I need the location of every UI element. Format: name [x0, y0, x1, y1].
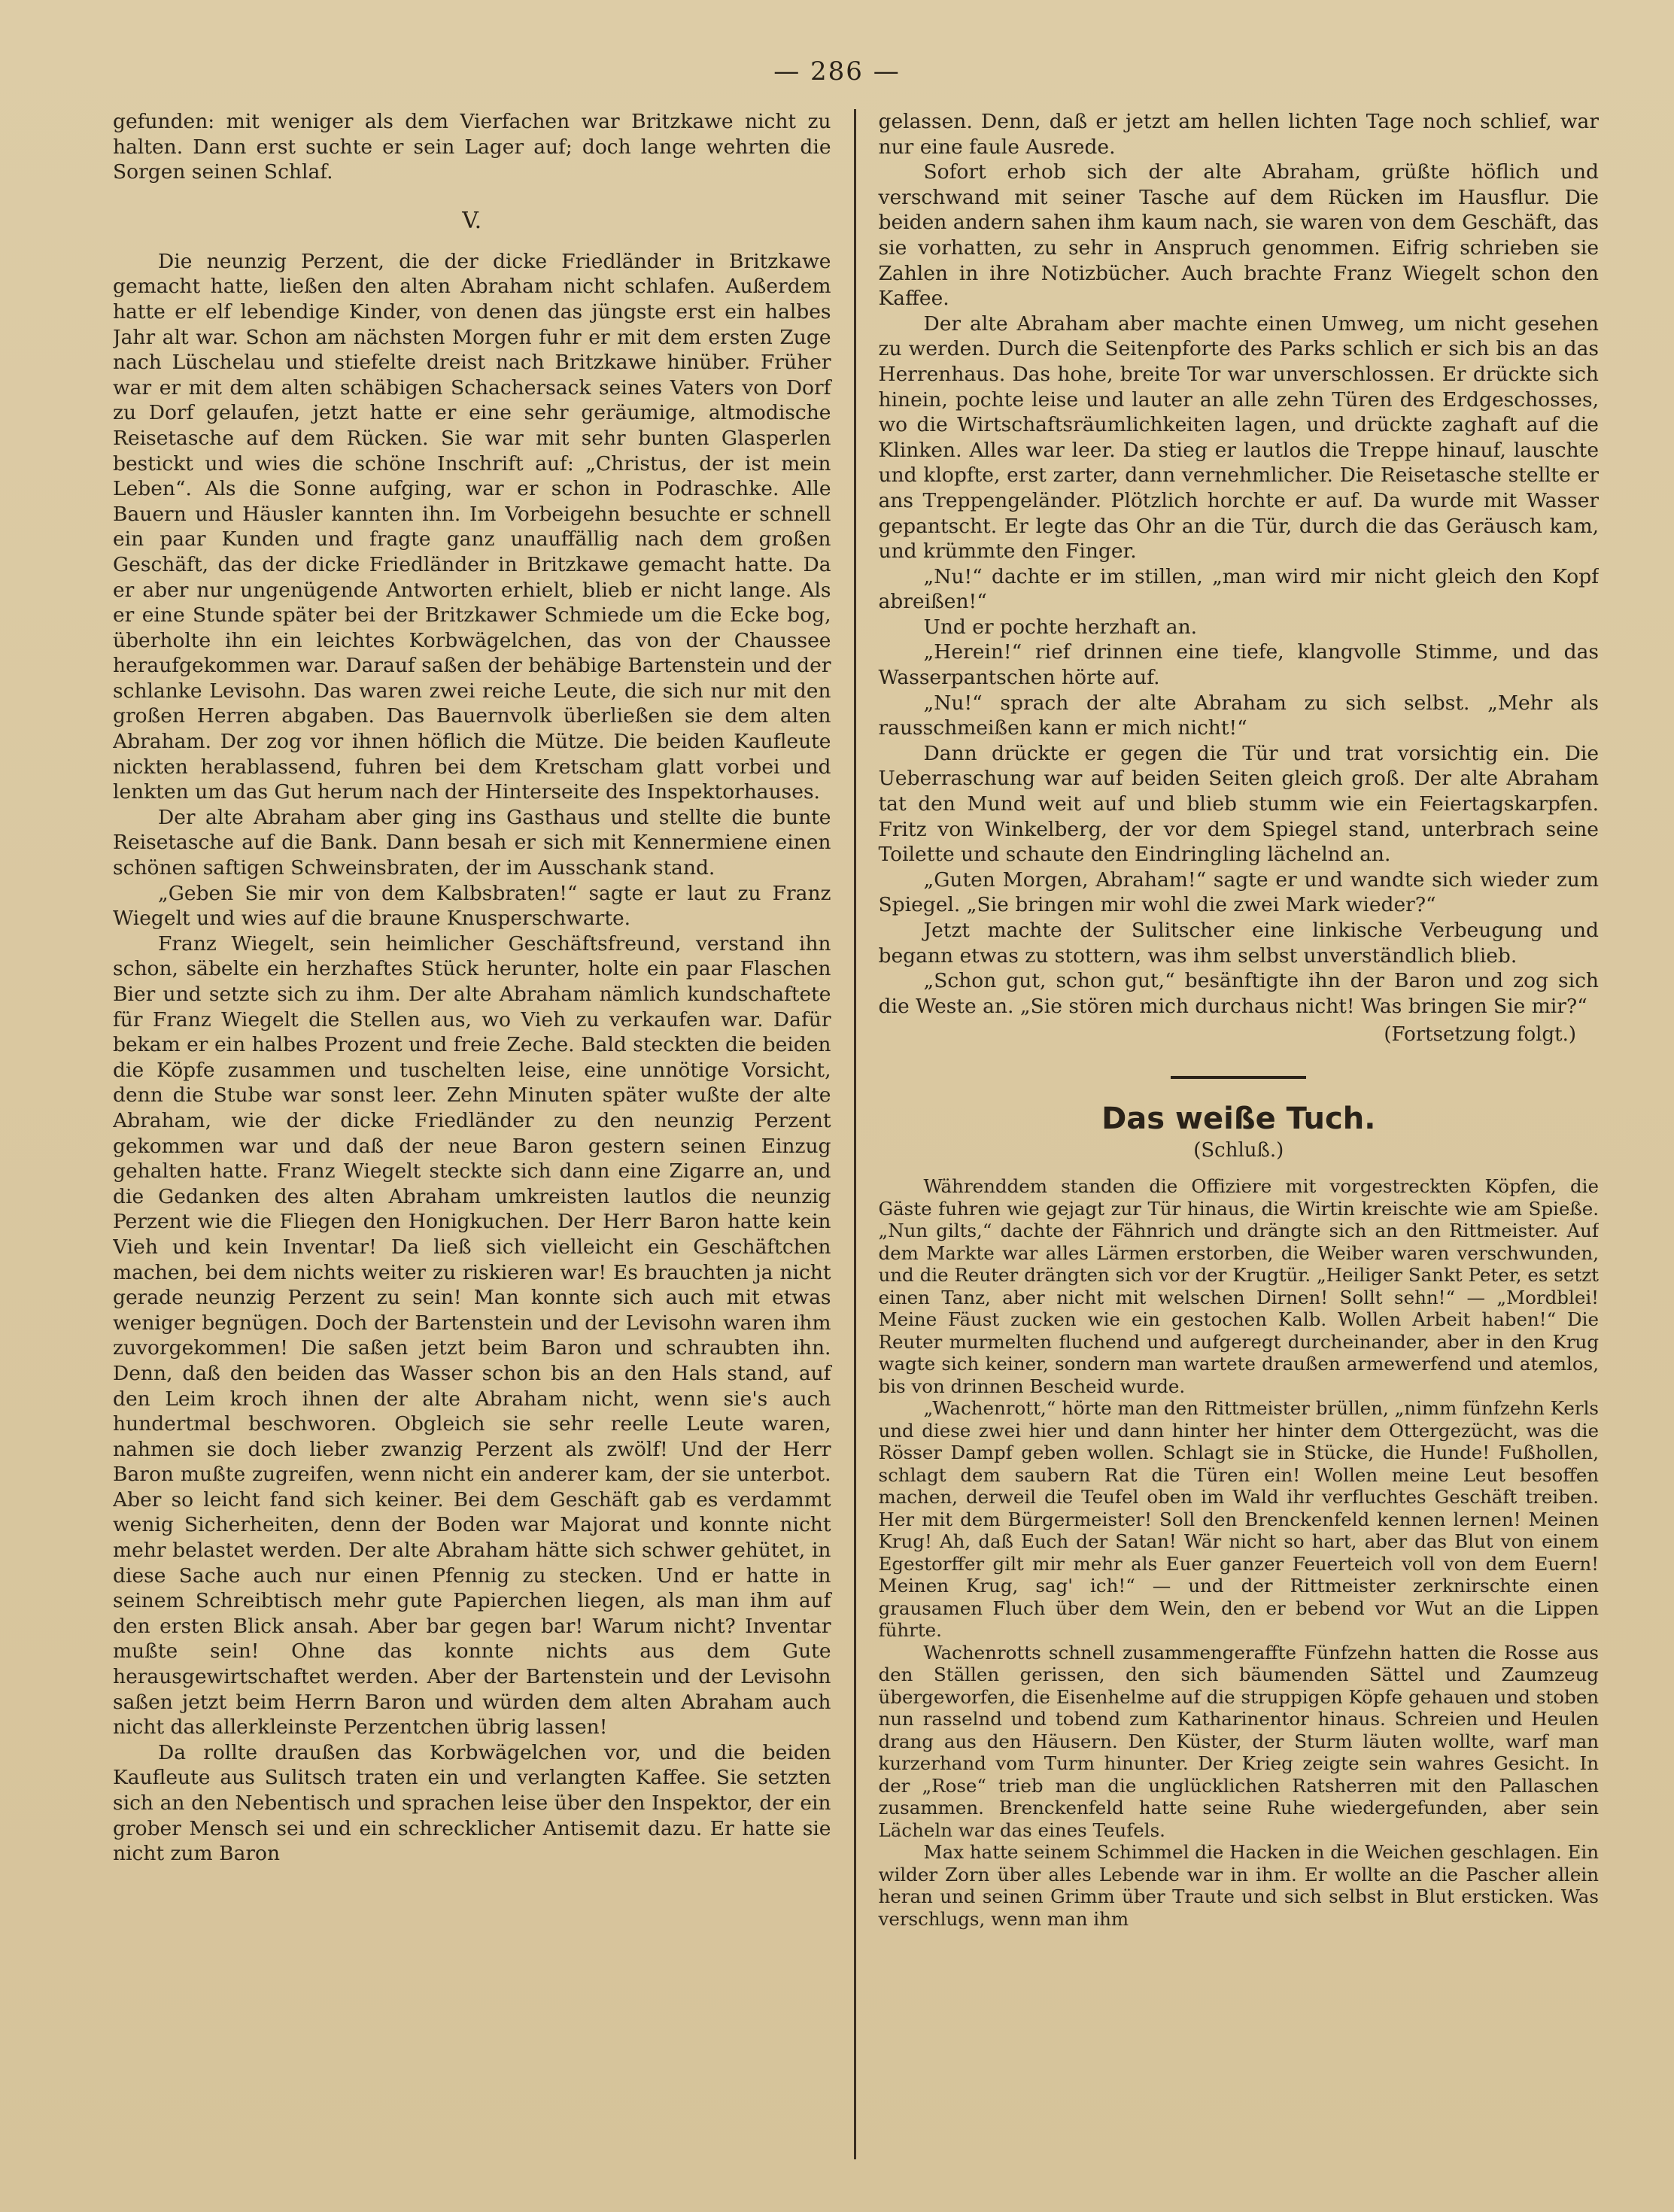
paragraph: Die neunzig Perzent, die der dicke Friedländer in Britzkawe gemacht hatte, ließen den alten Abraham nicht schlafen. Außerdem hatte er elf lebendige Kinder, von denen das jüngste erst ein halbes Jahr alt war. Schon am nächsten Morgen fuhr er mit dem ersten Zuge nach Lüschelau und stiefelte dreist nach Britzkawe hinüber. Früher war er mit dem alten schäbigen Schachersack seines Vaters von Dorf zu Dorf gelaufen, jetzt hatte er eine sehr geräumige, altmodische Reisetasche auf dem Rücken. Sie war mit sehr bunten Glasperlen bestickt und wies die schöne Inschrift auf: „Christus, der ist mein Leben“. Als die Sonne aufging, war er schon in Podraschke. Alle Bauern und Häusler kannten ihn. Im Vorbeigehn besuchte er schnell ein paar Kunden und fragte ganz unauffällig nach dem großen Geschäft, das der dicke Friedländer in Britzkawe gemacht hatte. Da er aber nur ungenügende Antworten erhielt, blieb er nicht lange. Als er eine Stunde später bei der Britzkawer Schmiede um die Ecke bog, überholte ihn ein leichtes Korbwägelchen, das von der Chaussee heraufgekommen war. Darauf saßen der behäbige Bartenstein und der schlanke Levisohn. Das waren zwei reiche Leute, die sich nur mit den großen Herren abgaben. Das Bauernvolk überließen sie dem alten Abraham. Der zog vor ihnen höflich die Mütze. Die beiden Kaufleute nickten herablassend, fuhren bei dem Kretscham glatt vorbei und lenkten um das Gut herum nach der Hinterseite des Inspektorhauses. — [113, 249, 831, 804]
paragraph: gefunden: mit weniger als dem Vierfachen war Britzkawe nicht zu halten. Dann erst suchte er sein Lager auf; doch lange wehrten die Sorgen seinen Schlaf. — [113, 110, 831, 184]
paragraph: „Schon gut, schon gut,“ besänftigte ihn der Baron und zog sich die Weste an. „Sie stören mich durchaus nicht! Was bringen Sie mir?“ — [878, 969, 1599, 1018]
paragraph: Franz Wiegelt, sein heimlicher Geschäftsfreund, verstand ihn schon, säbelte ein herzhaftes Stück herunter, holte ein paar Flaschen Bier und setzte sich zu ihm. Der alte Abraham nämlich kundschaftete für Franz Wiegelt die Stellen aus, wo Vieh zu verkaufen war. Dafür bekam er ein halbes Prozent und freie Zeche. Bald steckten die beiden die Köpfe zusammen und tuschelten leise, eine unnötige Vorsicht, denn die Stube war sonst leer. Zehn Minuten später wußte der alte Abraham, wie der dicke Friedländer zu den neunzig Perzent gekommen war und daß der neue Baron gestern seinen Einzug gehalten hatte. Franz Wiegelt steckte sich dann eine Zigarre an, und die Gedanken des alten Abraham umkreisten lautlos die neunzig Perzent wie die Fliegen den Honigkuchen. Der Herr Baron hatte kein Vieh und kein Inventar! Da ließ sich vielleicht ein Geschäftchen machen, bei dem nichts weiter zu riskieren war! Es brauchten ja nicht gerade neunzig Perzent zu sein! Man konnte sich auch mit etwas weniger begnügen. Doch der Bartenstein und der Levisohn waren ihm zuvorgekommen! Die saßen jetzt beim Baron und schraubten ihn. Denn, daß den beiden das Wasser schon bis an den Hals stand, auf den Leim kroch ihnen der alte Abraham nicht, wenn sie's auch hundertmal beschworen. Obgleich sie sehr reelle Leute waren, nahmen sie doch lieber zwanzig Perzent als zwölf! Und der Herr Baron mußte zugreifen, wenn nicht ein anderer kam, der sie unterbot. Aber so leicht fand sich keiner. Bei dem Geschäft gab es verdammt wenig Sicherheiten, denn der Boden war Majorat und konnte nicht mehr belastet werden. Der alte Abraham hätte sich schwer gehütet, in diese Sache auch nur einen Pfennig zu stecken. Und er hatte in seinem Schreibtisch mehr gute Papierchen liegen, als man ihm auf den ersten Blick ansah. Aber bar gegen bar! Warum nicht? Inventar mußte sein! Ohne das konnte nichts aus dem Gute herausgewirtschaftet werden. Aber der Bartenstein und der Levisohn saßen jetzt beim Herrn Baron und würden dem alten Abraham auch nicht das allerkleinste Perzentchen übrig lassen! — [113, 931, 831, 1740]
paragraph: „Wachenrott,“ hörte man den Rittmeister brüllen, „nimm fünfzehn Kerls und diese zwei hier und dann hinter her hinter dem Ottergezücht, was die Rösser Dampf geben wollen. Schlagt sie in Stücke, die Hunde! Fußhollen, schlagt dem saubern Rat die Türen ein! Wollen meine Leut besoffen machen, derweil die Teufel oben im Wald ihr verfluchtes Geschäft treiben. Her mit dem Bürgermeister! Soll den Brenckenfeld kennen lernen! Meinen Krug! Ah, daß Euch der Satan! Wär nicht so hart, aber das Blut von einem Egestorffer gilt mir mehr als Euer ganzer Feuerteich voll von dem Euern! Meinen Krug, sag' ich!“ — und der Rittmeister zerknirschte einen grausamen Fluch über dem Wein, den er bebend vor Wut an die Lippen führte. — [878, 1397, 1599, 1642]
paragraph: „Herein!“ rief drinnen eine tiefe, klangvolle Stimme, und das Wasserpantschen hörte auf. — [878, 640, 1599, 690]
paragraph: Jetzt machte der Sulitscher eine linkische Verbeugung und begann etwas zu stottern, was ihm selbst unverständlich blieb. — [878, 919, 1599, 968]
paragraph: Max hatte seinem Schimmel die Hacken in die Weichen geschlagen. Ein wilder Zorn über alles Lebende war in ihm. Er wollte an die Pascher allein heran und seinen Grimm über Traute und sich selbst in Blut ersticken. Was verschlugs, wenn man ihm — [878, 1841, 1599, 1930]
section-number: V. — [462, 207, 482, 234]
page-number: — 286 — — [773, 56, 901, 87]
right-column — [856, 109, 1600, 2159]
continued-note: (Fortsetzung folgt.) — [1384, 1023, 1576, 1047]
paragraph: Dann drückte er gegen die Tür und trat vorsichtig ein. Die Ueberraschung war auf beiden Seiten gleich groß. Der alte Abraham tat den Mund weit auf und blieb stumm wie ein Feiertagskarpfen. Fritz von Winkelberg, der vor dem Spiegel stand, unterbrach seine Toilette und schaute den Eindringling lächelnd an. — [878, 741, 1599, 867]
paragraph: gelassen. Denn, daß er jetzt am hellen lichten Tage noch schlief, war nur eine faule Ausrede. — [878, 110, 1599, 159]
paragraph: Wachenrotts schnell zusammengeraffte Fünfzehn hatten die Rosse aus den Ställen gerissen, den sich bäumenden Sättel und Zaumzeug übergeworfen, die Eisenhelme auf die struppigen Köpfe gehauen und stoben nun rasselnd und tobend zum Katharinentor hinaus. Schreien und Heulen drang aus den Häusern. Den Küster, der Sturm läuten wollte, warf man kurzerhand vom Turm hinunter. Der Krieg zeigte sein wahres Gesicht. In der „Rose“ trieb man die unglücklichen Ratsherren mit den Pallaschen zusammen. Brenckenfeld hatte seine Ruhe wiedergefunden, aber sein Lächeln war das eines Teufels. — [878, 1641, 1599, 1841]
separator-rule — [1171, 1076, 1306, 1079]
paragraph: Da rollte draußen das Korbwägelchen vor, und die beiden Kaufleute aus Sulitsch traten ein und verlangten Kaffee. Sie setzten sich an den Nebentisch und sprachen leise über den Inspektor, der ein grober Mensch sei und ein schrecklicher Antisemit dazu. Er hatte sie nicht zum Baron — [113, 1740, 831, 1866]
paragraph: Sofort erhob sich der alte Abraham, grüßte höflich und verschwand mit seiner Tasche auf dem Rücken im Hausflur. Die beiden andern sahen ihm kaum nach, sie waren von dem Geschäft, das sie vorhatten, zu sehr in Anspruch genommen. Eifrig schrieben sie Zahlen in ihre Notizbücher. Auch brachte Franz Wiegelt schon den Kaffee. — [878, 160, 1599, 311]
columns — [113, 109, 1599, 2159]
article-body — [879, 1175, 1600, 1930]
paragraph: Und er pochte herzhaft an. — [923, 615, 1198, 639]
article-title: Das weiße Tuch. — [1101, 1101, 1376, 1137]
paragraph: „Geben Sie mir von dem Kalbsbraten!“ sagte er laut zu Franz Wiegelt und wies auf die braune Knusperschwarte. — [113, 881, 831, 931]
paragraph: Währenddem standen die Offiziere mit vorgestreckten Köpfen, die Gäste fuhren wie gejagt zur Tür hinaus, die Wirtin kreischte wie am Spieße. „Nun gilts,“ dachte der Fähnrich und drängte sich an den Rittmeister. Auf dem Markte war alles Lärmen erstorben, die Weiber waren verschwunden, und die Reuter drängten sich vor der Krugtür. „Heiliger Sankt Peter, es setzt einen Tanz, aber nicht mit welschen Dirnen! Sollt sehn!“ — „Mordblei! Meine Fäust zucken wie ein gestochen Kalb. Wollen Arbeit haben!“ Die Reuter murmelten fluchend und aufgeregt durcheinander, aber in den Krug wagte sich keiner, sondern man wartete draußen armewerfend und atemlos, bis von drinnen Bescheid wurde. — [878, 1175, 1599, 1397]
left-column — [113, 109, 856, 2159]
paragraph: „Nu!“ sprach der alte Abraham zu sich selbst. „Mehr als rausschmeißen kann er mich nicht!“ — [878, 691, 1599, 740]
paragraph: „Nu!“ dachte er im stillen, „man wird mir nicht gleich den Kopf abreißen!“ — [878, 564, 1599, 614]
paragraph: Der alte Abraham aber ging ins Gasthaus und stellte die bunte Reisetasche auf die Bank. Dann besah er sich mit Kennermiene einen schönen saftigen Schweinsbraten, der im Ausschank stand. — [113, 805, 831, 880]
article-subtitle: (Schluß.) — [1193, 1139, 1284, 1162]
paragraph: „Guten Morgen, Abraham!“ sagte er und wandte sich wieder zum Spiegel. „Sie bringen mir wohl die zwei Mark wieder?“ — [878, 867, 1599, 917]
paragraph: Der alte Abraham aber machte einen Umweg, um nicht gesehen zu werden. Durch die Seitenpforte des Parks schlich er sich bis an das Herrenhaus. Das hohe, breite Tor war unverschlossen. Er drückte sich hinein, pochte leise und lauter an alle zehn Türen des Erdgeschosses, wo die Wirtschaftsräumlichkeiten lagen, und drückte zaghaft auf die Klinken. Alles war leer. Da stieg er lautlos die Treppe hinauf, lauschte und klopfte, erst zarter, dann vernehmlicher. Die Reisetasche stellte er ans Treppengeländer. Plötzlich horchte er auf. Da wurde mit Wasser gepantscht. Er legte das Ohr an die Tür, durch die das Geräusch kam, und krümmte den Finger. — [878, 311, 1599, 564]
